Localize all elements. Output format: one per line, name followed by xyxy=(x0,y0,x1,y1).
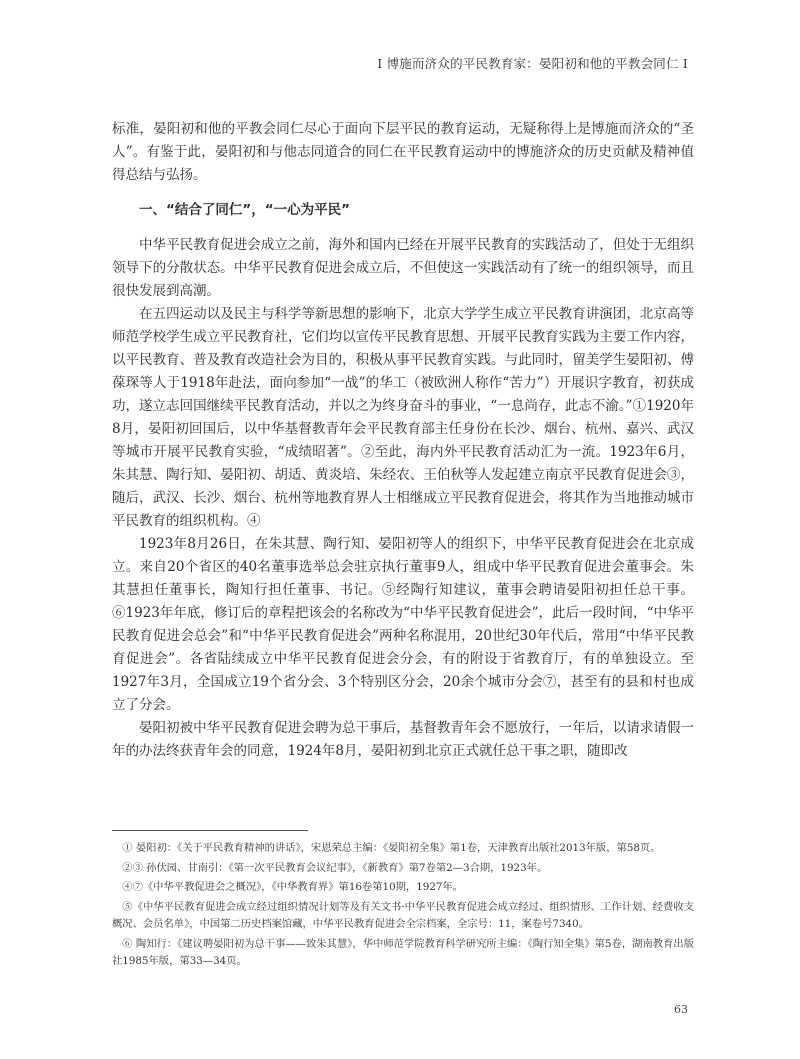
paragraph-4: 晏阳初被中华平民教育促进会聘为总干事后，基督教青年会不愿放行，一年后，以请求请假一年的办法终获青年会的同意，1924年8月，晏阳初到北京正式就任总干事之职，随即改 xyxy=(112,720,694,759)
footnote-4: ⑤《中华平民教育促进会成立经过组织情况计划等及有关文书·中华平民教育促进会成立经过、组织情形、工作计划、经费收支概况、会员名单》，中国第二历史档案馆藏，中华平民教育促进会全宗档案，全宗号：11，案卷号7340。 xyxy=(112,900,694,930)
footnote-divider xyxy=(112,830,308,831)
footnote-1: ① 晏阳初：《关于平民教育精神的讲话》，宋恩荣总主编：《晏阳初全集》第1卷，天津教育出版社2013年版，第58页。 xyxy=(122,842,661,854)
paragraph-2: 在五四运动以及民主与科学等新思想的影响下，北京大学学生成立平民教育讲演团，北京高等师范学校学生成立平民教育社，它们均以宣传平民教育思想、开展平民教育实践为主要工作内容，以平民教育、普及教育改造社会为目的，积极从事平民教育实践。与此同时，留美学生晏阳初、傅葆琛等人于1918年赴法，面向参加“一战”的华工（被欧洲人称作“苦力”）开展识字教育，初获成功，遂立志回国继续平民教育活动，并以之为终身奋斗的事业，“一息尚存，此志不渝。”①1920年8月，晏阳初回国后，以中华基督教青年会平民教育部主任身份在长沙、烟台、杭州、嘉兴、武汉等城市开展平民教育实验，“成绩昭著”。②至此，海内外平民教育活动汇为一流。1923年6月，朱其慧、陶行知、晏阳初、胡适、黄炎培、朱经农、王伯秋等人发起建立南京平民教育促进会③，随后，武汉、长沙、烟台、杭州等地教育界人士相继成立平民教育促进会，将其作为当地推动城市平民教育的组织机构。④ xyxy=(112,306,694,529)
footnotes xyxy=(112,840,694,973)
page-number: 63 xyxy=(674,1003,688,1016)
body-text xyxy=(112,118,694,763)
intro-paragraph: 标准，晏阳初和他的平教会同仁尽心于面向下层平民的教育运动，无疑称得上是博施而济众的“圣人”。有鉴于此，晏阳初和与他志同道合的同仁在平民教育运动中的博施济众的历史贡献及精神值得总结与弘扬。 xyxy=(112,121,694,183)
footnote-5: ⑥ 陶知行：《建议聘晏阳初为总干事——致朱其慧》，华中师范学院教育科学研究所主编：《陶行知全集》第5卷，湖南教育出版社1985年版，第33—34页。 xyxy=(112,937,694,967)
paragraph-3: 1923年8月26日，在朱其慧、陶行知、晏阳初等人的组织下，中华平民教育促进会在北京成立。来自20个省区的40名董事选举总会驻京执行董事9人，组成中华平民教育促进会董事会。朱其慧担任董事长，陶知行担任董事、书记。⑤经陶行知建议，董事会聘请晏阳初担任总干事。⑥1923年年底，修订后的章程把该会的名称改为“中华平民教育促进会”，此后一段时间，“中华平民教育促进会总会”和“中华平民教育促进会”两种名称混用，20世纪30年代后，常用“中华平民教育促进会”。各省陆续成立中华平民教育促进会分会，有的附设于省教育厅，有的单独设立。至1927年3月，全国成立19个省分会、3个特别区分会，20余个城市分会⑦，甚至有的县和村也成立了分会。 xyxy=(112,536,694,713)
footnote-3: ④⑦《中华平教促进会之概况》，《中华教育界》第16卷第10期，1927年。 xyxy=(122,881,464,893)
running-head: Ⅰ 博施而济众的平民教育家：晏阳初和他的平教会同仁 Ⅰ xyxy=(377,56,688,71)
paragraph-1: 中华平民教育促进会成立之前，海外和国内已经在开展平民教育的实践活动了，但处于无组织领导下的分散状态。中华平民教育促进会成立后，不但使这一实践活动有了统一的组织领导，而且很快发展到高潮。 xyxy=(112,237,694,299)
footnote-2: ②③ 孙伏园、甘南引：《第一次平民教育会议纪事》，《新教育》第7卷第2—3合期，1923年。 xyxy=(122,861,548,874)
section-heading: 一、“结合了同仁”，“一心为平民” xyxy=(139,202,350,218)
